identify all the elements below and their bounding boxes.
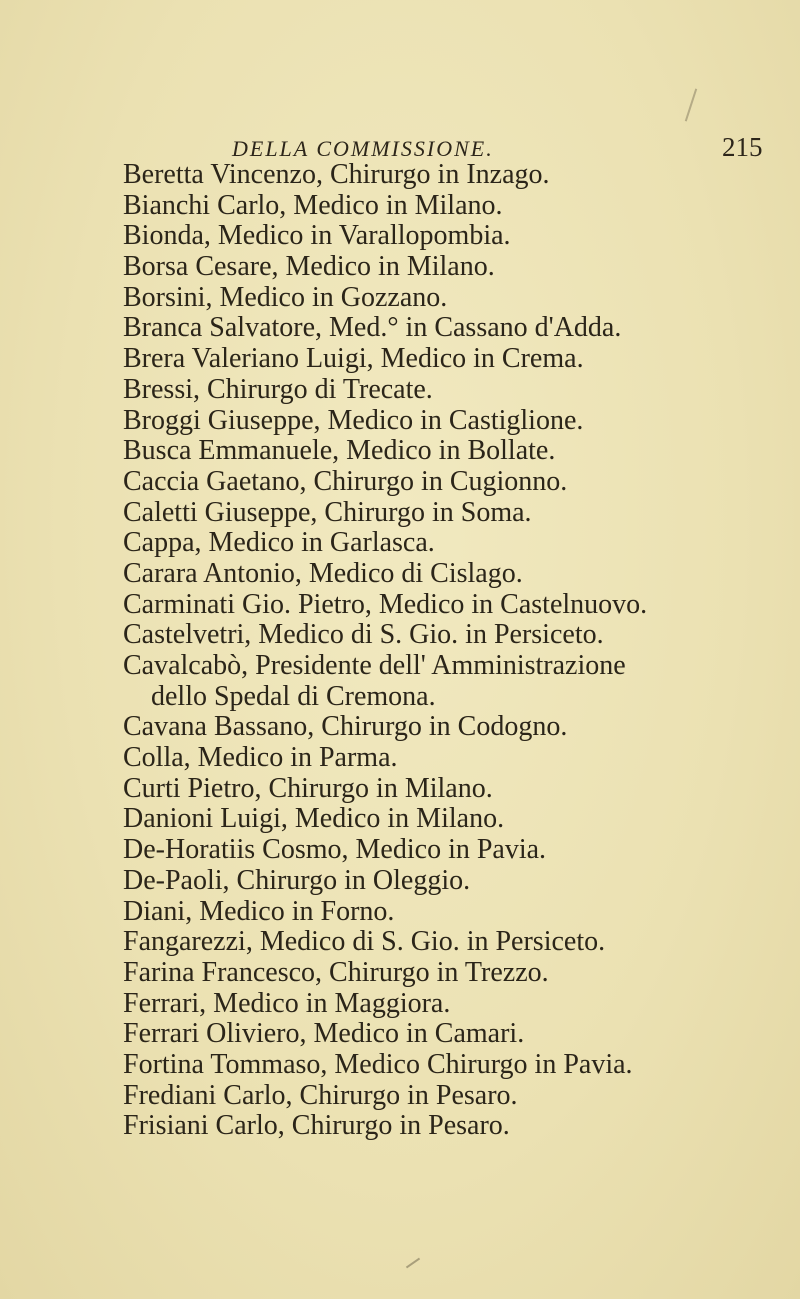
page-number: 215 <box>722 132 763 162</box>
list-item: Cavalcabò, Presidente dell' Amministrazione <box>123 650 626 681</box>
list-item: Bressi, Chirurgo di Trecate. <box>123 373 433 405</box>
list-item: Ferrari Oliviero, Medico in Camari. <box>123 1018 525 1050</box>
list-item: Ferrari, Medico in Maggiora. <box>123 987 451 1019</box>
ink-mark <box>685 89 697 122</box>
list-item: De-Paoli, Chirurgo in Oleggio. <box>123 864 471 896</box>
list-item: Farina Francesco, Chirurgo in Trezzo. <box>123 956 549 988</box>
list-item: Cappa, Medico in Garlasca. <box>123 527 435 559</box>
list-item: Fangarezzi, Medico di S. Gio. in Persiceto. <box>123 926 606 958</box>
list-item: Borsa Cesare, Medico in Milano. <box>123 251 495 283</box>
list-item: Diani, Medico in Forno. <box>123 895 395 927</box>
running-title: DELLA COMMISSIONE. <box>232 136 494 161</box>
list-item: Fortina Tommaso, Medico Chirurgo in Pavia. <box>123 1048 633 1080</box>
list-item: Caletti Giuseppe, Chirurgo in Soma. <box>123 496 532 528</box>
list-item: Bionda, Medico in Varallopombia. <box>123 220 511 252</box>
list-item: Carminati Gio. Pietro, Medico in Castelnuovo. <box>123 588 648 620</box>
list-item: Frisiani Carlo, Chirurgo in Pesaro. <box>123 1110 510 1142</box>
list-item: Beretta Vincenzo, Chirurgo in Inzago. <box>123 159 550 190</box>
list-item: Danioni Luigi, Medico in Milano. <box>123 803 505 835</box>
list-item-continuation: dello Spedal di Cremona. <box>151 680 436 712</box>
list-item: Carara Antonio, Medico di Cislago. <box>123 557 523 589</box>
list-item: Caccia Gaetano, Chirurgo in Cugionno. <box>123 465 568 497</box>
list-item: Castelvetri, Medico di S. Gio. in Persiceto. <box>123 619 604 651</box>
list-item: Curti Pietro, Chirurgo in Milano. <box>123 772 493 804</box>
list-item: Borsini, Medico in Gozzano. <box>123 281 448 313</box>
list-item: Branca Salvatore, Med.° in Cassano d'Adda. <box>123 312 622 344</box>
member-list <box>123 160 783 1142</box>
list-item: Busca Emmanuele, Medico in Bollate. <box>123 435 556 467</box>
ink-mark <box>406 1258 420 1269</box>
list-item: Frediani Carlo, Chirurgo in Pesaro. <box>123 1079 518 1111</box>
list-item: Bianchi Carlo, Medico in Milano. <box>123 189 503 221</box>
list-item: Cavana Bassano, Chirurgo in Codogno. <box>123 711 568 743</box>
list-item: Broggi Giuseppe, Medico in Castiglione. <box>123 404 584 436</box>
list-item: Brera Valeriano Luigi, Medico in Crema. <box>123 343 584 375</box>
list-item: De-Horatiis Cosmo, Medico in Pavia. <box>123 834 547 866</box>
list-item: Colla, Medico in Parma. <box>123 742 398 774</box>
